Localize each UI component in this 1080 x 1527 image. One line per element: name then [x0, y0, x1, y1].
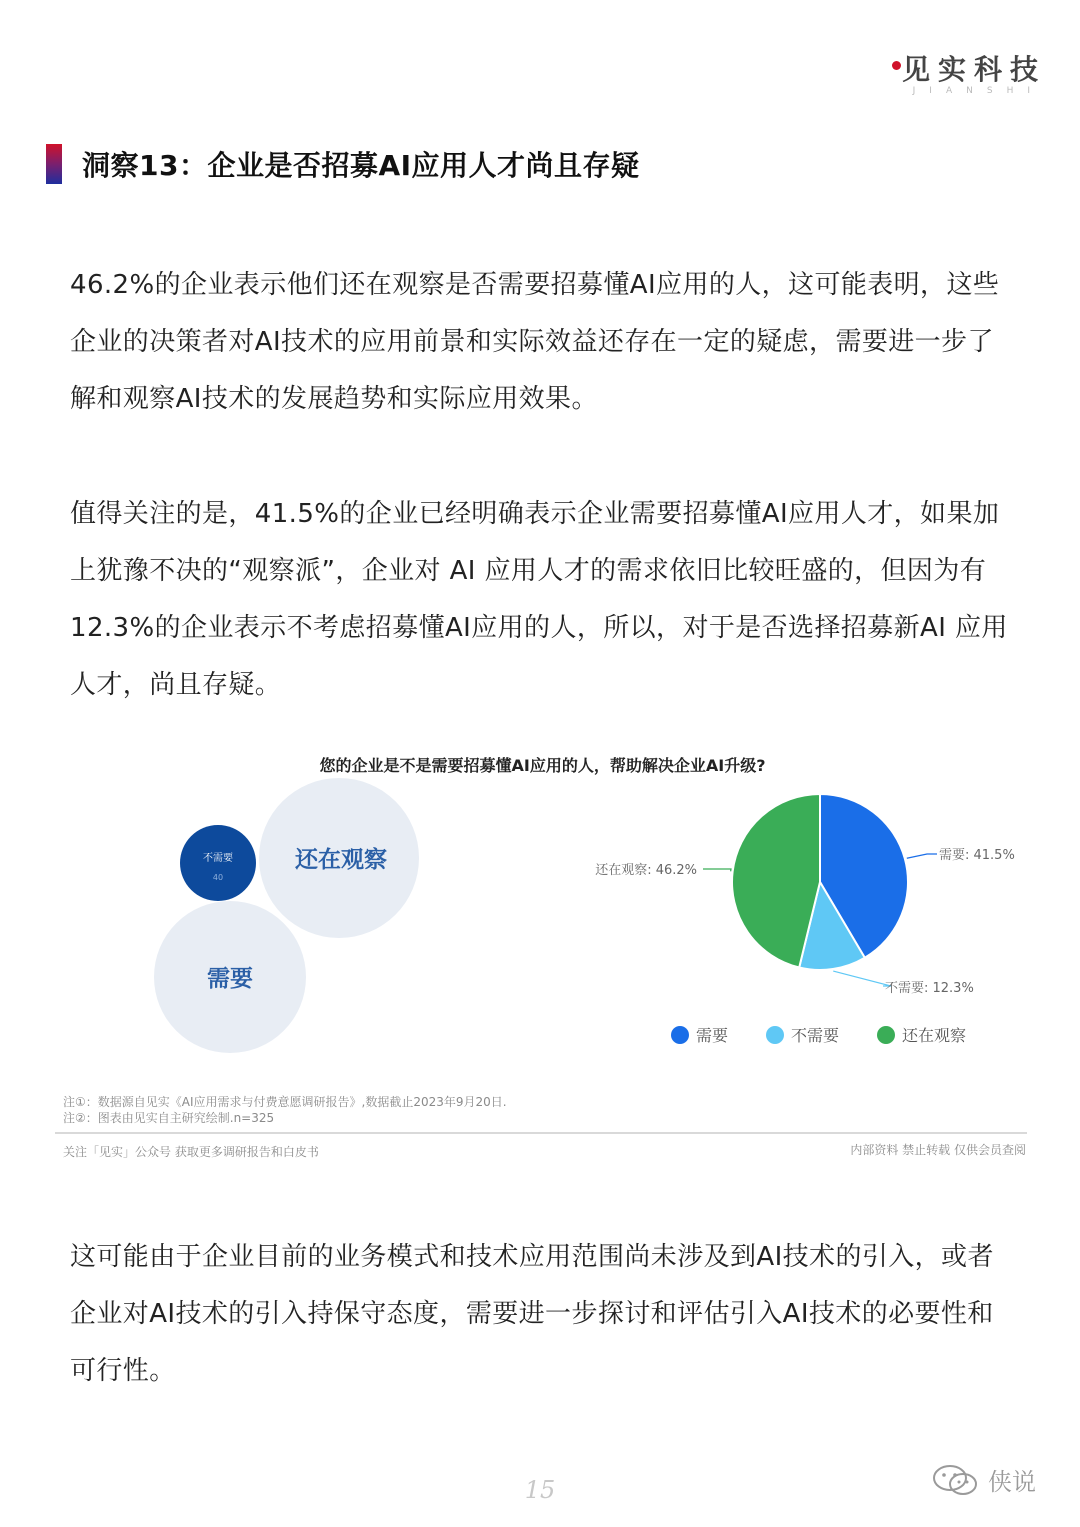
bubble-no-need-label: 不需要: [203, 853, 233, 864]
section-title: 洞察13：企业是否招募AI应用人才尚且存疑: [82, 149, 640, 182]
pie-leader-line-1: [907, 854, 937, 858]
heading-accent-bar: [46, 144, 62, 184]
paragraph-3: 这可能由于企业目前的业务模式和技术应用范围尚未涉及到AI技术的引入，或者企业对AI技术的引入持保守态度，需要进一步探讨和评估引入AI技术的必要性和可行性。: [70, 1242, 994, 1386]
legend-label-2: 不需要: [791, 1026, 840, 1045]
logo-subtext: JIANSHI: [912, 86, 1044, 96]
chart-title: 您的企业是不是需要招募懂AI应用的人，帮助解决企业AI升级?: [319, 756, 766, 775]
survey-figure: [55, 740, 1030, 1170]
paragraph-1: 46.2%的企业表示他们还在观察是否需要招募懂AI应用的人，这可能表明，这些企业的决策者对AI技术的应用前景和实际效益还存在一定的疑虑，需要进一步了解和观察AI技术的发展趋势和实际应用效果。: [70, 270, 1000, 414]
pie-data-label-3: 还在观察: 46.2%: [595, 863, 697, 878]
legend-swatch-3: [877, 1026, 895, 1044]
pie-leader-line-3: [703, 869, 731, 871]
figure-notes: [63, 1094, 507, 1126]
legend-label-3: 还在观察: [902, 1026, 967, 1045]
section-heading: [46, 143, 640, 185]
figure-divider: [55, 1132, 1027, 1134]
pie-chart: [732, 794, 908, 970]
logo-dot: [892, 61, 901, 70]
note-2: 注②：图表由见实自主研究绘制.n=325: [63, 1111, 275, 1125]
wechat-icon: [930, 1463, 982, 1497]
logo-text: 见实科技: [901, 53, 1046, 86]
chart-canvas: [55, 740, 1030, 1090]
paragraph-2: 值得关注的是，41.5%的企业已经明确表示企业需要招募懂AI应用人才，如果加上犹豫不决的“观察派”，企业对 AI 应用人才的需求依旧比较旺盛的，但因为有12.3%的企业表示不考虑招募懂AI应用的人，所以，对于是否选择招募新AI 应用人才，尚且存疑。: [70, 499, 1008, 700]
watermark-text: 侠说: [988, 1468, 1036, 1496]
bubble-observing-label: 还在观察: [295, 847, 387, 873]
legend-swatch-1: [671, 1026, 689, 1044]
page-number: 15: [524, 1476, 556, 1504]
watermark: [930, 1462, 1036, 1497]
legend-swatch-2: [766, 1026, 784, 1044]
chart-legend: [671, 1026, 966, 1045]
note-1: 注①：数据源自见实《AI应用需求与付费意愿调研报告》,数据截止2023年9月20日.: [63, 1095, 507, 1109]
legend-label-1: 需要: [696, 1026, 729, 1045]
bubble-need-label: 需要: [207, 966, 253, 992]
figure-footer-right: 内部资料 禁止转载 仅供会员查阅: [850, 1143, 1026, 1157]
brand-logo: [846, 48, 1046, 98]
bubble-no-need-value: 40: [212, 873, 224, 882]
pie-leader-line-2: [833, 971, 891, 986]
figure-footer-left: 关注「见实」公众号 获取更多调研报告和白皮书: [63, 1145, 319, 1159]
pie-data-label-2: 不需要: 12.3%: [885, 981, 974, 996]
pie-data-label-1: 需要: 41.5%: [939, 848, 1015, 863]
